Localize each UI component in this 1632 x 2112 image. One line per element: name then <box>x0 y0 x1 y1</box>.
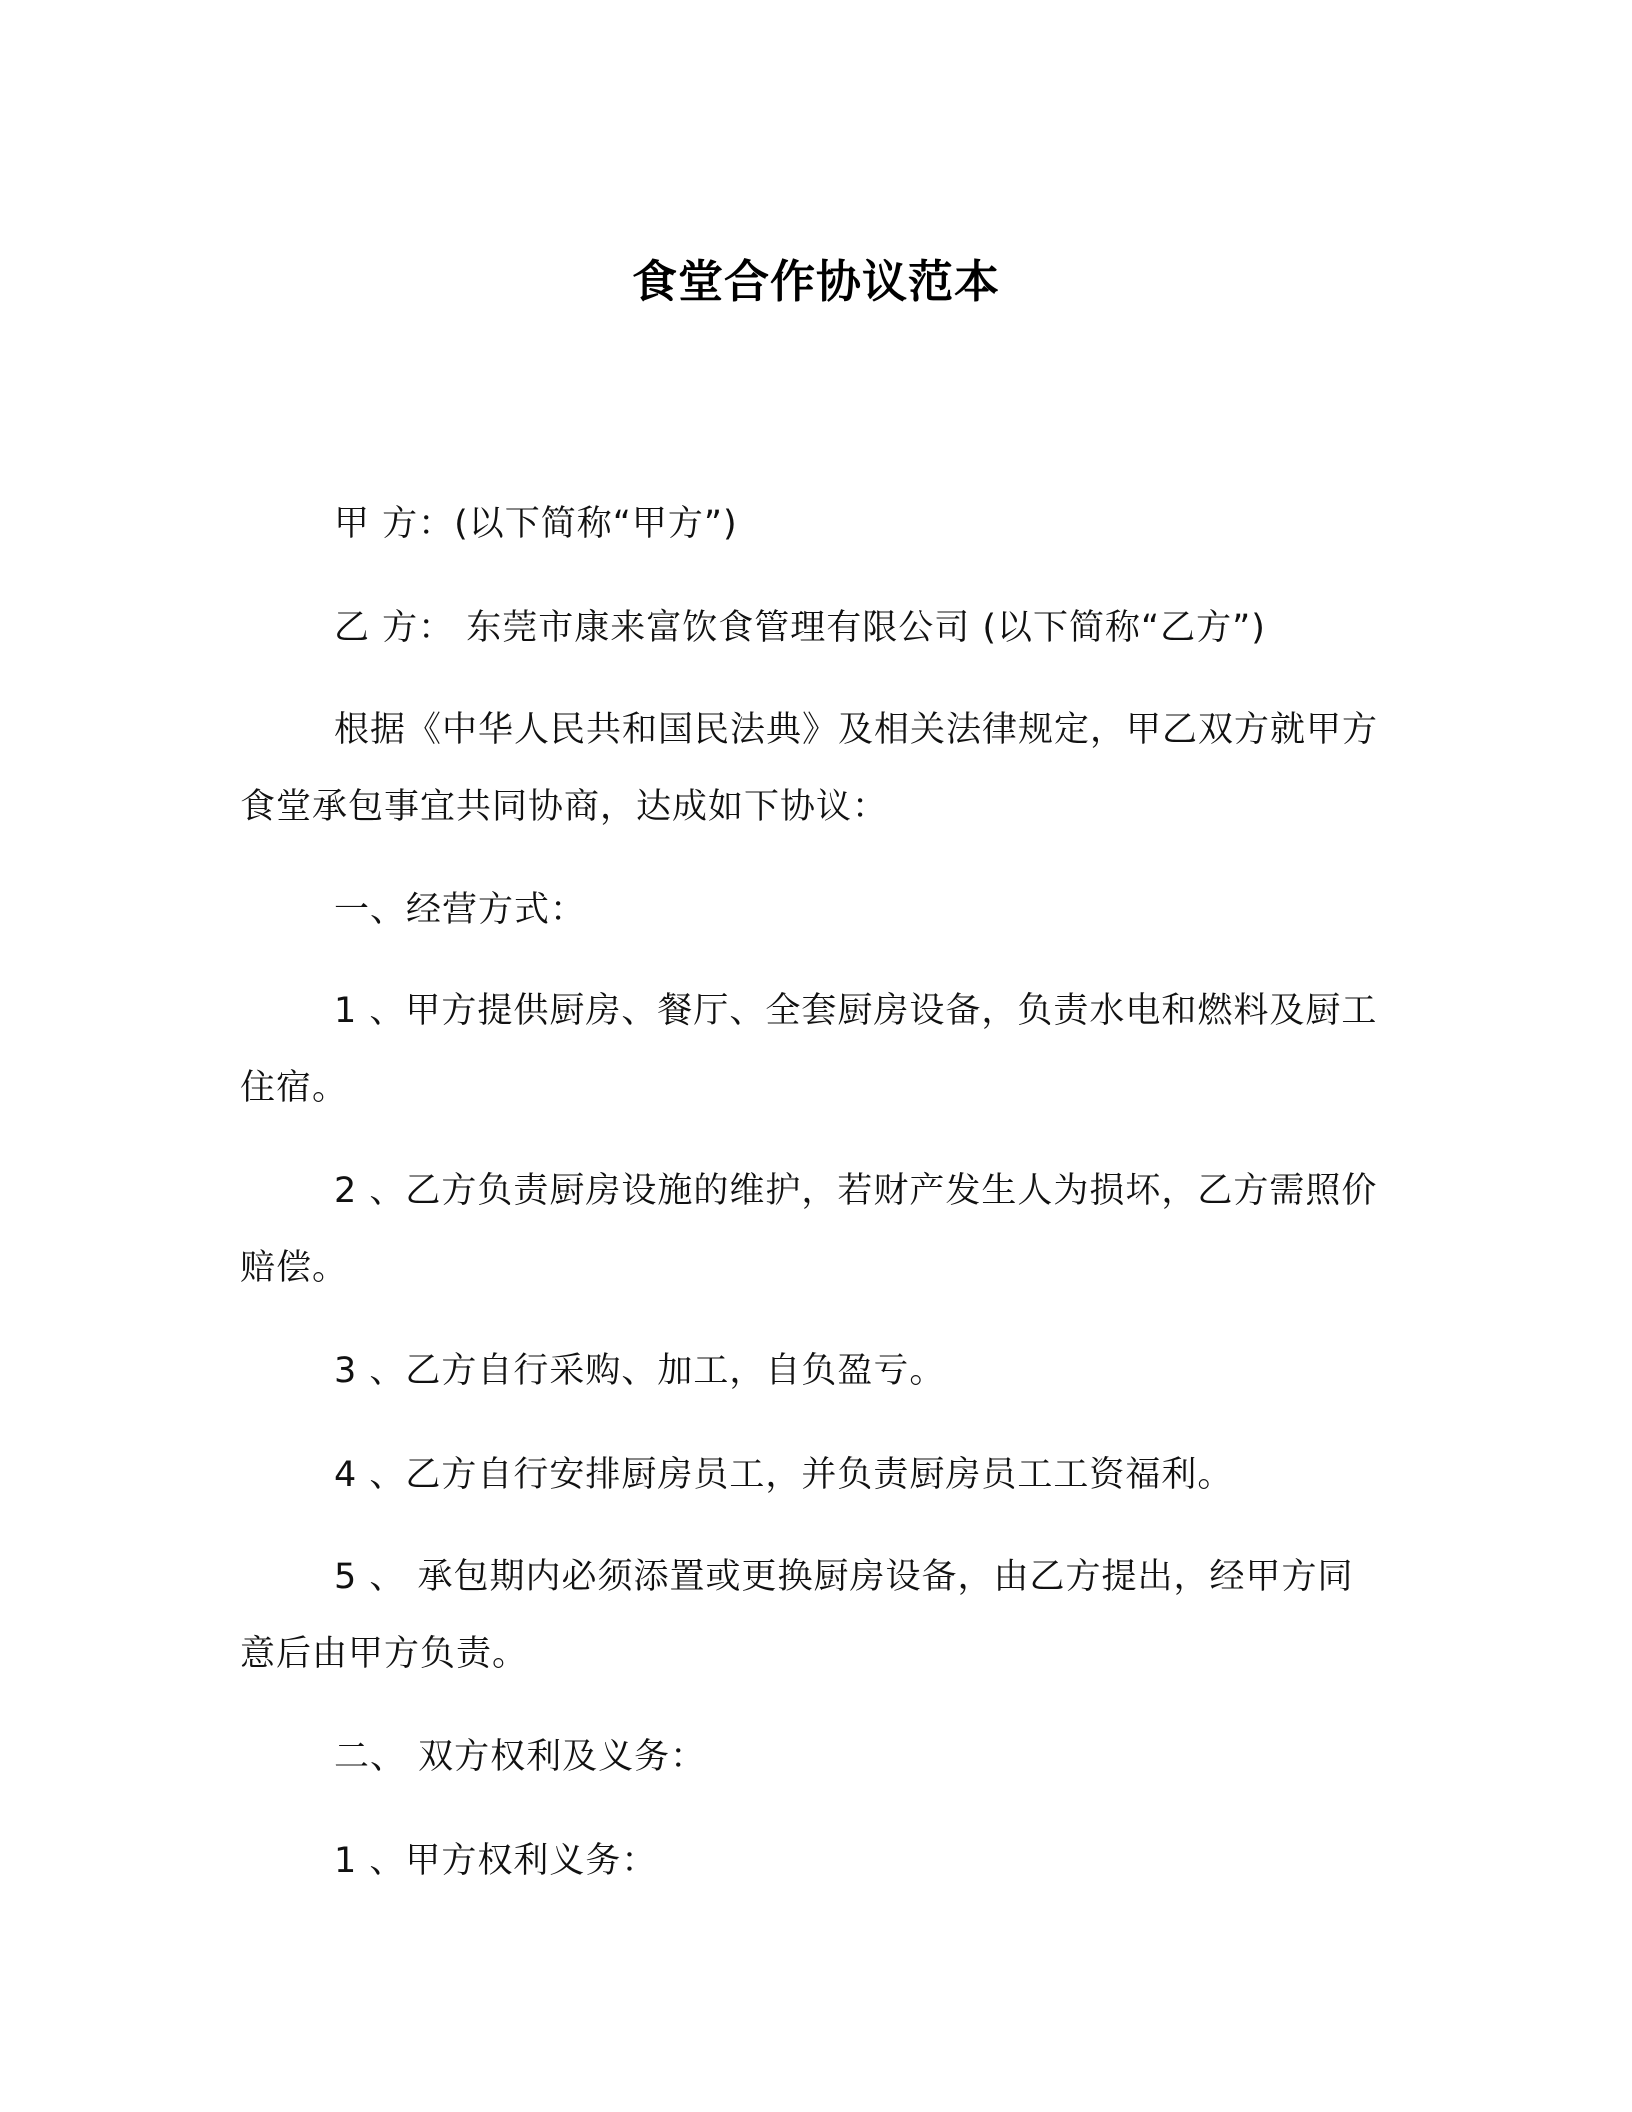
clause-1-1: 1 、甲方提供厨房、餐厅、全套厨房设备，负责水电和燃料及厨工住宿。 <box>240 991 1378 1108</box>
clause-1-2: 2 、乙方负责厨房设施的维护，若财产发生人为损坏，乙方需照价赔偿。 <box>240 1171 1378 1288</box>
section-heading-2: 二、 双方权利及义务： <box>334 1737 707 1777</box>
party-a-line: 甲 方：(以下简称“甲方”) <box>334 504 738 544</box>
preamble-paragraph: 根据《中华人民共和国民法典》及相关法律规定，甲乙双方就甲方食堂承包事宜共同协商，达成如下协议： <box>240 710 1379 827</box>
clause-1-4: 4 、乙方自行安排厨房员工，并负责厨房员工工资福利。 <box>334 1455 1234 1495</box>
clause-1-3: 3 、乙方自行采购、加工，自负盈亏。 <box>334 1351 946 1391</box>
clause-2-1: 1 、甲方权利义务： <box>334 1841 658 1881</box>
section-heading-1: 一、经营方式： <box>334 890 587 930</box>
clause-1-5: 5 、 承包期内必须添置或更换厨房设备，由乙方提出，经甲方同意后由甲方负责。 <box>240 1557 1354 1674</box>
party-b-line: 乙 方： 东莞市康来富饮食管理有限公司 (以下简称“乙方”) <box>334 608 1266 648</box>
document-title: 食堂合作协议范本 <box>631 255 1000 309</box>
